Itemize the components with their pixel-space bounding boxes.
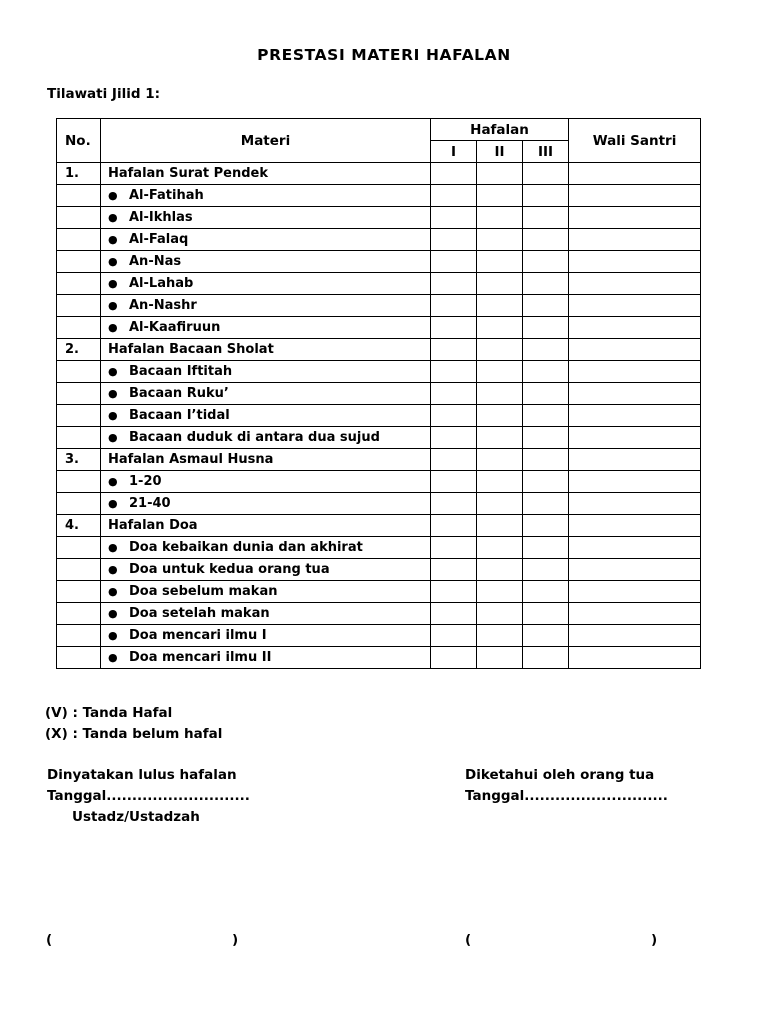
- cell-wali-santri[interactable]: [569, 581, 701, 603]
- cell-hafalan-i[interactable]: [431, 339, 477, 361]
- table-row-section: [57, 515, 701, 537]
- table-row-item: [57, 251, 701, 273]
- sig-left-date: Tanggal............................: [47, 788, 250, 804]
- materi-label: 21-40: [129, 496, 171, 511]
- row-materi: [101, 493, 431, 515]
- table-row-item: [57, 185, 701, 207]
- header-hafalan-ii: II: [477, 141, 523, 163]
- cell-hafalan-i[interactable]: [431, 361, 477, 383]
- materi-label: Hafalan Surat Pendek: [108, 166, 268, 181]
- bullet-icon: ●: [108, 585, 118, 598]
- row-materi: [101, 317, 431, 339]
- cell-hafalan-iii[interactable]: [523, 361, 569, 383]
- cell-wali-santri[interactable]: [569, 493, 701, 515]
- cell-hafalan-iii[interactable]: [523, 405, 569, 427]
- cell-wali-santri[interactable]: [569, 339, 701, 361]
- legend-hafal: (V) : Tanda Hafal: [45, 705, 173, 721]
- table-row-section: [57, 163, 701, 185]
- sig-right-close-paren: ): [651, 932, 658, 948]
- row-materi: [101, 449, 431, 471]
- cell-hafalan-ii[interactable]: [477, 647, 523, 669]
- table-row-item: [57, 493, 701, 515]
- cell-hafalan-i[interactable]: [431, 559, 477, 581]
- row-materi: [101, 625, 431, 647]
- cell-wali-santri[interactable]: [569, 471, 701, 493]
- row-number: [57, 537, 101, 559]
- row-number: [57, 251, 101, 273]
- cell-hafalan-i[interactable]: [431, 317, 477, 339]
- cell-hafalan-iii[interactable]: [523, 493, 569, 515]
- row-number: [57, 207, 101, 229]
- row-materi: [101, 603, 431, 625]
- table-row-item: [57, 625, 701, 647]
- table-row-item: [57, 317, 701, 339]
- materi-label: Bacaan Iftitah: [129, 364, 233, 379]
- cell-wali-santri[interactable]: [569, 163, 701, 185]
- cell-wali-santri[interactable]: [569, 449, 701, 471]
- materi-label: Al-Kaafiruun: [129, 320, 221, 335]
- cell-hafalan-ii[interactable]: [477, 559, 523, 581]
- row-number: [57, 361, 101, 383]
- cell-hafalan-i[interactable]: [431, 383, 477, 405]
- cell-hafalan-i[interactable]: [431, 273, 477, 295]
- cell-wali-santri[interactable]: [569, 427, 701, 449]
- header-hafalan-iii: III: [523, 141, 569, 163]
- bullet-icon: ●: [108, 233, 118, 246]
- bullet-icon: ●: [108, 255, 118, 268]
- bullet-icon: ●: [108, 277, 118, 290]
- cell-wali-santri[interactable]: [569, 273, 701, 295]
- legend-belum-hafal: (X) : Tanda belum hafal: [45, 726, 223, 742]
- sig-left-close-paren: ): [232, 932, 239, 948]
- table-row-item: [57, 405, 701, 427]
- cell-hafalan-iii[interactable]: [523, 251, 569, 273]
- cell-wali-santri[interactable]: [569, 537, 701, 559]
- cell-hafalan-iii[interactable]: [523, 229, 569, 251]
- table-row-item: [57, 603, 701, 625]
- row-materi: [101, 229, 431, 251]
- header-hafalan: Hafalan: [431, 119, 569, 141]
- materi-label: Al-Lahab: [129, 276, 194, 291]
- header-no: No.: [57, 119, 101, 163]
- cell-hafalan-iii[interactable]: [523, 317, 569, 339]
- cell-hafalan-i[interactable]: [431, 625, 477, 647]
- row-materi: [101, 163, 431, 185]
- table-row-item: [57, 537, 701, 559]
- row-number: [57, 185, 101, 207]
- sig-left-role: Ustadz/Ustadzah: [72, 809, 200, 825]
- row-materi: [101, 537, 431, 559]
- row-materi: [101, 559, 431, 581]
- row-materi: [101, 647, 431, 669]
- bullet-icon: ●: [108, 607, 118, 620]
- materi-label: Bacaan Ruku’: [129, 386, 229, 401]
- cell-hafalan-ii[interactable]: [477, 207, 523, 229]
- table-row-item: [57, 207, 701, 229]
- cell-hafalan-ii[interactable]: [477, 317, 523, 339]
- sig-left-open-paren: (: [46, 932, 53, 948]
- cell-hafalan-iii[interactable]: [523, 295, 569, 317]
- cell-wali-santri[interactable]: [569, 207, 701, 229]
- row-materi: [101, 185, 431, 207]
- cell-hafalan-ii[interactable]: [477, 515, 523, 537]
- cell-wali-santri[interactable]: [569, 405, 701, 427]
- cell-hafalan-ii[interactable]: [477, 185, 523, 207]
- cell-hafalan-ii[interactable]: [477, 493, 523, 515]
- bullet-icon: ●: [108, 189, 118, 202]
- cell-hafalan-ii[interactable]: [477, 581, 523, 603]
- materi-label: Bacaan duduk di antara dua sujud: [129, 430, 380, 445]
- row-materi: [101, 251, 431, 273]
- bullet-icon: ●: [108, 431, 118, 444]
- page-title: PRESTASI MATERI HAFALAN: [257, 46, 511, 64]
- cell-hafalan-ii[interactable]: [477, 383, 523, 405]
- cell-hafalan-ii[interactable]: [477, 273, 523, 295]
- bullet-icon: ●: [108, 563, 118, 576]
- subtitle: Tilawati Jilid 1:: [47, 86, 160, 102]
- bullet-icon: ●: [108, 365, 118, 378]
- cell-hafalan-ii[interactable]: [477, 229, 523, 251]
- bullet-icon: ●: [108, 211, 118, 224]
- materi-label: Doa kebaikan dunia dan akhirat: [129, 540, 363, 555]
- cell-hafalan-iii[interactable]: [523, 449, 569, 471]
- bullet-icon: ●: [108, 475, 118, 488]
- row-number: [57, 405, 101, 427]
- cell-hafalan-iii[interactable]: [523, 427, 569, 449]
- cell-hafalan-ii[interactable]: [477, 625, 523, 647]
- bullet-icon: ●: [108, 409, 118, 422]
- row-number: [57, 229, 101, 251]
- cell-hafalan-i[interactable]: [431, 207, 477, 229]
- cell-wali-santri[interactable]: [569, 185, 701, 207]
- row-number: 3.: [57, 449, 101, 471]
- materi-label: Al-Falaq: [129, 232, 189, 247]
- cell-hafalan-iii[interactable]: [523, 471, 569, 493]
- row-materi: [101, 339, 431, 361]
- cell-wali-santri[interactable]: [569, 295, 701, 317]
- cell-hafalan-i[interactable]: [431, 427, 477, 449]
- cell-hafalan-i[interactable]: [431, 537, 477, 559]
- cell-hafalan-iii[interactable]: [523, 515, 569, 537]
- materi-label: Hafalan Doa: [108, 518, 198, 533]
- materi-label: An-Nas: [129, 254, 182, 269]
- materi-label: Al-Ikhlas: [129, 210, 193, 225]
- cell-wali-santri[interactable]: [569, 361, 701, 383]
- cell-wali-santri[interactable]: [569, 229, 701, 251]
- row-materi: [101, 361, 431, 383]
- row-materi: [101, 383, 431, 405]
- materi-label: 1-20: [129, 474, 162, 489]
- cell-hafalan-iii[interactable]: [523, 581, 569, 603]
- row-number: 2.: [57, 339, 101, 361]
- row-number: 1.: [57, 163, 101, 185]
- row-materi: [101, 273, 431, 295]
- table-row-item: [57, 647, 701, 669]
- materi-label: Doa untuk kedua orang tua: [129, 562, 330, 577]
- cell-hafalan-i[interactable]: [431, 295, 477, 317]
- header-wali-santri: Wali Santri: [569, 119, 701, 163]
- cell-hafalan-iii[interactable]: [523, 163, 569, 185]
- cell-wali-santri[interactable]: [569, 317, 701, 339]
- cell-hafalan-i[interactable]: [431, 603, 477, 625]
- table-row-item: [57, 229, 701, 251]
- cell-hafalan-ii[interactable]: [477, 537, 523, 559]
- row-materi: [101, 515, 431, 537]
- cell-hafalan-i[interactable]: [431, 405, 477, 427]
- cell-wali-santri[interactable]: [569, 647, 701, 669]
- cell-hafalan-ii[interactable]: [477, 471, 523, 493]
- bullet-icon: ●: [108, 651, 118, 664]
- table-row-item: [57, 295, 701, 317]
- row-number: [57, 559, 101, 581]
- sig-left-line1: Dinyatakan lulus hafalan: [47, 767, 237, 783]
- cell-hafalan-ii[interactable]: [477, 163, 523, 185]
- bullet-icon: ●: [108, 387, 118, 400]
- cell-hafalan-ii[interactable]: [477, 427, 523, 449]
- cell-hafalan-i[interactable]: [431, 471, 477, 493]
- row-number: 4.: [57, 515, 101, 537]
- cell-hafalan-i[interactable]: [431, 647, 477, 669]
- row-number: [57, 625, 101, 647]
- cell-hafalan-ii[interactable]: [477, 405, 523, 427]
- cell-hafalan-iii[interactable]: [523, 273, 569, 295]
- cell-wali-santri[interactable]: [569, 251, 701, 273]
- bullet-icon: ●: [108, 497, 118, 510]
- row-materi: [101, 427, 431, 449]
- materi-label: Doa mencari ilmu II: [129, 650, 272, 665]
- cell-hafalan-iii[interactable]: [523, 185, 569, 207]
- table-row-item: [57, 361, 701, 383]
- cell-wali-santri[interactable]: [569, 383, 701, 405]
- table-row-item: [57, 383, 701, 405]
- cell-hafalan-ii[interactable]: [477, 361, 523, 383]
- cell-hafalan-iii[interactable]: [523, 537, 569, 559]
- cell-hafalan-i[interactable]: [431, 449, 477, 471]
- table-row-item: [57, 559, 701, 581]
- cell-wali-santri[interactable]: [569, 559, 701, 581]
- cell-hafalan-i[interactable]: [431, 581, 477, 603]
- cell-hafalan-i[interactable]: [431, 493, 477, 515]
- table-row-item: [57, 581, 701, 603]
- cell-hafalan-iii[interactable]: [523, 383, 569, 405]
- cell-hafalan-i[interactable]: [431, 251, 477, 273]
- bullet-icon: ●: [108, 541, 118, 554]
- row-materi: [101, 581, 431, 603]
- cell-hafalan-ii[interactable]: [477, 339, 523, 361]
- table-row-item: [57, 427, 701, 449]
- materi-label: Doa sebelum makan: [129, 584, 278, 599]
- cell-hafalan-ii[interactable]: [477, 449, 523, 471]
- sig-right-line1: Diketahui oleh orang tua: [465, 767, 655, 783]
- row-number: [57, 493, 101, 515]
- row-number: [57, 603, 101, 625]
- table-row-section: [57, 449, 701, 471]
- cell-wali-santri[interactable]: [569, 515, 701, 537]
- bullet-icon: ●: [108, 299, 118, 312]
- sig-right-date: Tanggal............................: [465, 788, 668, 804]
- cell-hafalan-ii[interactable]: [477, 295, 523, 317]
- header-materi: Materi: [101, 119, 431, 163]
- materi-label: Doa setelah makan: [129, 606, 270, 621]
- table-row-section: [57, 339, 701, 361]
- cell-hafalan-i[interactable]: [431, 185, 477, 207]
- row-number: [57, 581, 101, 603]
- materi-label: Hafalan Asmaul Husna: [108, 452, 274, 467]
- row-number: [57, 647, 101, 669]
- materi-label: Hafalan Bacaan Sholat: [108, 342, 274, 357]
- cell-hafalan-iii[interactable]: [523, 625, 569, 647]
- row-number: [57, 383, 101, 405]
- cell-hafalan-i[interactable]: [431, 163, 477, 185]
- table-row-item: [57, 471, 701, 493]
- row-number: [57, 427, 101, 449]
- cell-hafalan-ii[interactable]: [477, 603, 523, 625]
- cell-hafalan-iii[interactable]: [523, 207, 569, 229]
- sig-right-open-paren: (: [465, 932, 472, 948]
- materi-label: Al-Fatihah: [129, 188, 204, 203]
- bullet-icon: ●: [108, 629, 118, 642]
- row-materi: [101, 471, 431, 493]
- row-number: [57, 295, 101, 317]
- materi-label: Bacaan I’tidal: [129, 408, 230, 423]
- cell-hafalan-iii[interactable]: [523, 603, 569, 625]
- header-hafalan-i: I: [431, 141, 477, 163]
- hafalan-table: [56, 118, 701, 669]
- table-row-item: [57, 273, 701, 295]
- row-materi: [101, 207, 431, 229]
- cell-hafalan-ii[interactable]: [477, 251, 523, 273]
- cell-wali-santri[interactable]: [569, 625, 701, 647]
- cell-hafalan-i[interactable]: [431, 229, 477, 251]
- row-number: [57, 273, 101, 295]
- row-number: [57, 471, 101, 493]
- cell-hafalan-iii[interactable]: [523, 559, 569, 581]
- cell-wali-santri[interactable]: [569, 603, 701, 625]
- row-materi: [101, 405, 431, 427]
- row-number: [57, 317, 101, 339]
- table-body: [57, 163, 701, 669]
- bullet-icon: ●: [108, 321, 118, 334]
- materi-label: Doa mencari ilmu I: [129, 628, 267, 643]
- cell-hafalan-iii[interactable]: [523, 647, 569, 669]
- cell-hafalan-i[interactable]: [431, 515, 477, 537]
- cell-hafalan-iii[interactable]: [523, 339, 569, 361]
- materi-label: An-Nashr: [129, 298, 197, 313]
- row-materi: [101, 295, 431, 317]
